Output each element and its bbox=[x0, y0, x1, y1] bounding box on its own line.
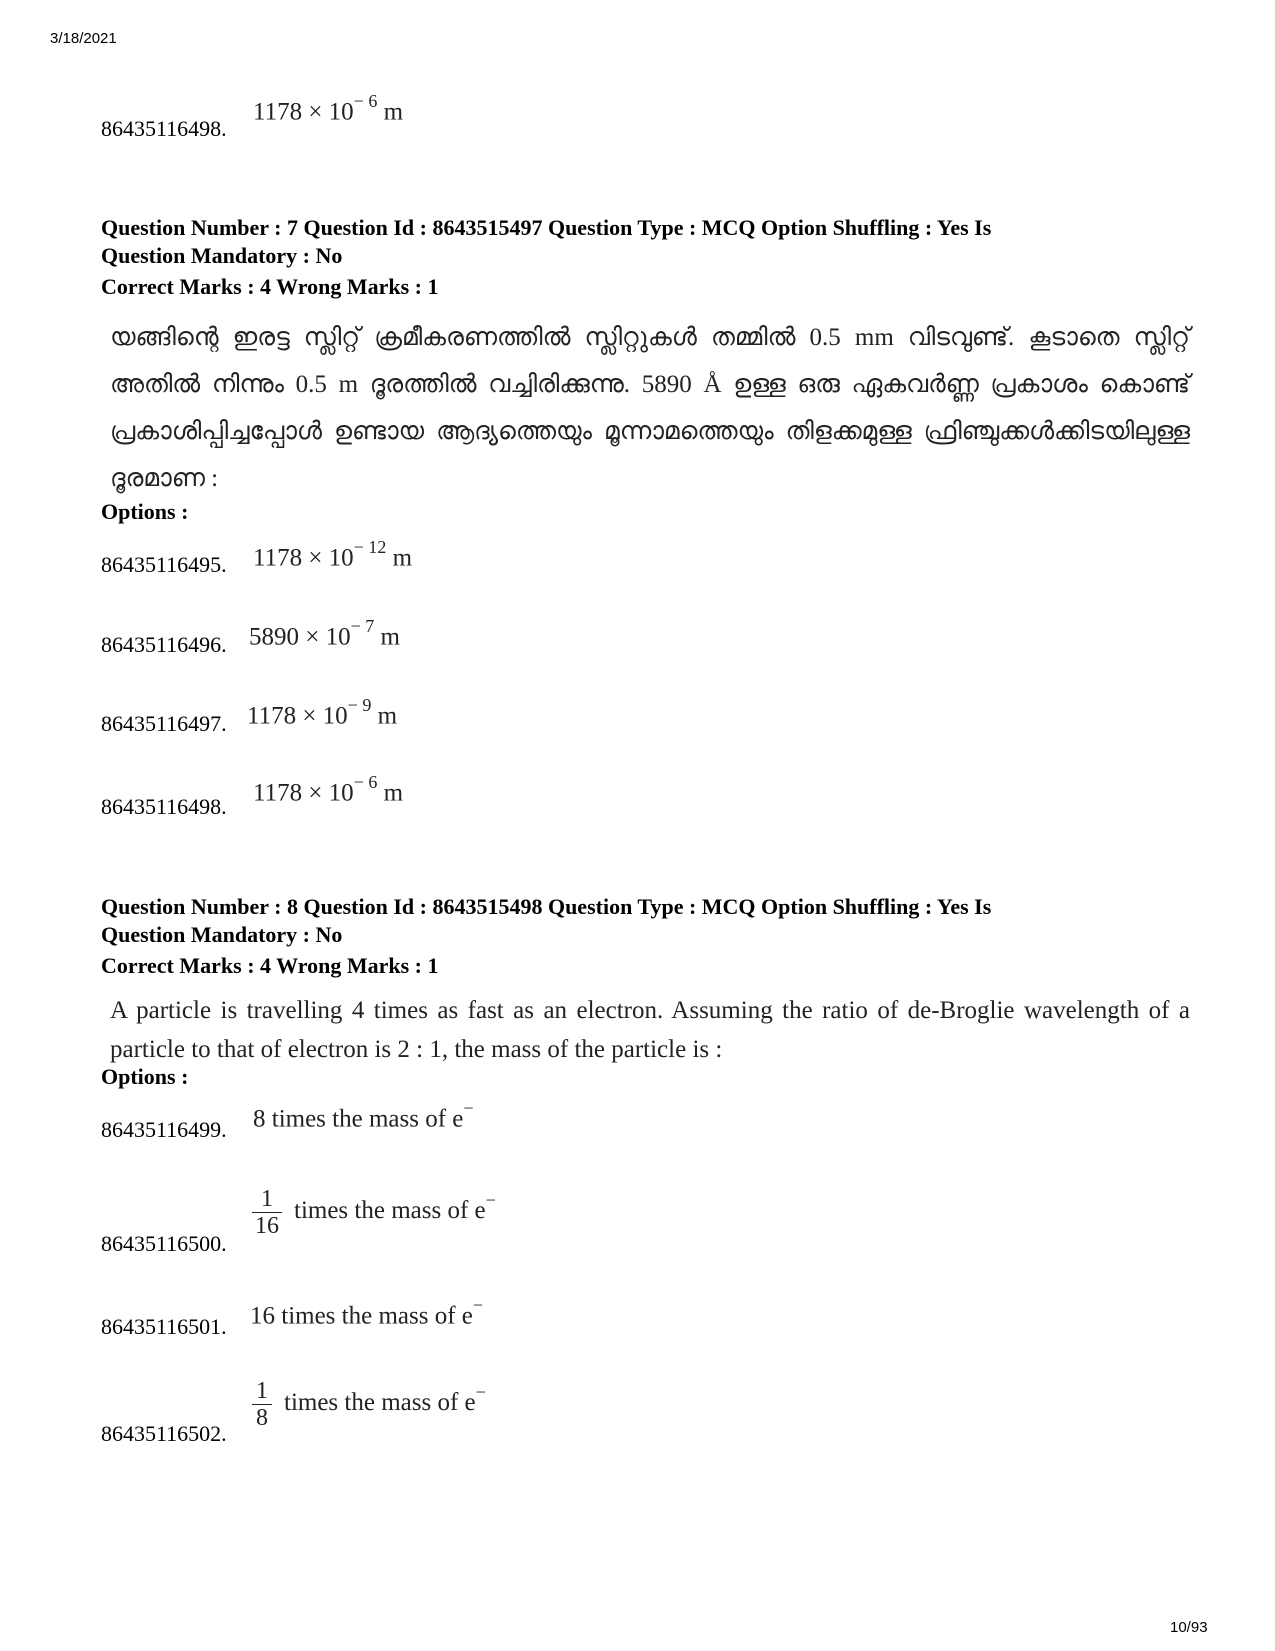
option-id: 86435116498. bbox=[101, 794, 227, 819]
option-text: times the mass of e bbox=[294, 1197, 486, 1225]
option-unit: m bbox=[380, 623, 400, 651]
option-value bbox=[247, 695, 398, 730]
option-superscript: − bbox=[475, 1381, 486, 1402]
option-value bbox=[252, 1378, 486, 1431]
fraction-denominator: 8 bbox=[256, 1405, 268, 1431]
question-8-options-label: Options : bbox=[101, 1064, 189, 1089]
option-text: 16 times the mass of e bbox=[250, 1302, 473, 1330]
option-id: 86435116500. bbox=[101, 1231, 227, 1256]
option-value bbox=[253, 772, 404, 807]
page-number: 10/93 bbox=[1170, 1619, 1208, 1636]
question-8-header-line2: Question Mandatory : No bbox=[101, 922, 343, 947]
option-value bbox=[250, 1295, 484, 1330]
option-mantissa: 5890 × 10 bbox=[249, 623, 351, 651]
option-exponent: − 9 bbox=[347, 695, 372, 715]
option-text: times the mass of e bbox=[284, 1389, 476, 1417]
question-8-marks: Correct Marks : 4 Wrong Marks : 1 bbox=[101, 953, 439, 978]
print-date: 3/18/2021 bbox=[50, 30, 117, 47]
option-unit: m bbox=[377, 702, 398, 730]
question-7-header bbox=[101, 214, 1151, 270]
fraction-numerator: 1 bbox=[256, 1378, 268, 1404]
option-value bbox=[253, 537, 413, 572]
question-7-marks: Correct Marks : 4 Wrong Marks : 1 bbox=[101, 274, 439, 299]
fraction-numerator: 1 bbox=[261, 1186, 273, 1212]
option-superscript: − bbox=[472, 1295, 484, 1315]
option-id: 86435116495. bbox=[101, 552, 227, 577]
option-id: 86435116501. bbox=[101, 1314, 227, 1339]
option-mantissa: 1178 × 10 bbox=[253, 98, 354, 126]
option-id: 86435116502. bbox=[101, 1421, 227, 1446]
question-7-header-line1: Question Number : 7 Question Id : 8643515497 Question Type : MCQ Option Shuffling : Yes Is bbox=[101, 215, 992, 240]
option-value bbox=[252, 1186, 496, 1239]
option-exponent: − 12 bbox=[353, 537, 387, 557]
option-text: 8 times the mass of e bbox=[253, 1105, 464, 1133]
question-7-options-label: Options : bbox=[101, 499, 189, 524]
option-unit: m bbox=[383, 779, 404, 807]
option-id: 86435116496. bbox=[101, 632, 227, 657]
question-8-header bbox=[101, 893, 1151, 949]
option-superscript: − bbox=[463, 1098, 474, 1118]
option-exponent: − 6 bbox=[353, 772, 378, 792]
fraction bbox=[252, 1378, 272, 1431]
question-8-text: A particle is travelling 4 times as fast as an electron. Assuming the ratio of de-Broglie wavelength of a particle to that of electron is 2 : 1, the mass of the particle is : bbox=[110, 997, 1190, 1063]
question-7-text: യങ്ങിന്റെ ഇരട്ട സ്ലിറ്റ് ക്രമീകരണത്തിൽ സ്ലിറ്റുകൾ തമ്മിൽ 0.5 mm വിടവുണ്ട്. കൂടാതെ സ്ലിറ്റ് അതിൽ നിന്നും 0.5 m ദൂരത്തിൽ വച്ചിരിക്കുന്നു. 5890 Å ഉള്ള ഒരു ഏകവർണ്ണ പ്രകാശം കൊണ്ട് പ്രകാശിപ്പിച്ചപ്പോൾ ഉണ്ടായ ആദ്യത്തെയും മൂന്നാമത്തെയും തിളക്കമുള്ള ഫ്രിഞ്ചുക്കൾക്കിടയിലുള്ള ദൂരമാണ : bbox=[110, 324, 1190, 492]
option-id: 86435116498. bbox=[101, 116, 227, 141]
question-7-header-line2: Question Mandatory : No bbox=[101, 243, 343, 268]
option-unit: m bbox=[392, 544, 413, 572]
question-8-header-line1: Question Number : 8 Question Id : 8643515498 Question Type : MCQ Option Shuffling : Yes Is bbox=[101, 894, 992, 919]
option-id: 86435116497. bbox=[101, 711, 227, 736]
option-mantissa: 1178 × 10 bbox=[247, 702, 348, 730]
option-unit: m bbox=[383, 98, 404, 126]
option-exponent: − 7 bbox=[350, 616, 375, 636]
fraction-denominator: 16 bbox=[255, 1213, 279, 1239]
option-superscript: − bbox=[485, 1189, 496, 1210]
fraction bbox=[252, 1186, 282, 1239]
option-value bbox=[249, 616, 400, 651]
option-value bbox=[253, 1098, 474, 1133]
option-value bbox=[253, 91, 404, 126]
option-mantissa: 1178 × 10 bbox=[253, 779, 354, 807]
option-mantissa: 1178 × 10 bbox=[253, 544, 354, 572]
option-id: 86435116499. bbox=[101, 1117, 227, 1142]
option-exponent: − 6 bbox=[353, 91, 378, 111]
